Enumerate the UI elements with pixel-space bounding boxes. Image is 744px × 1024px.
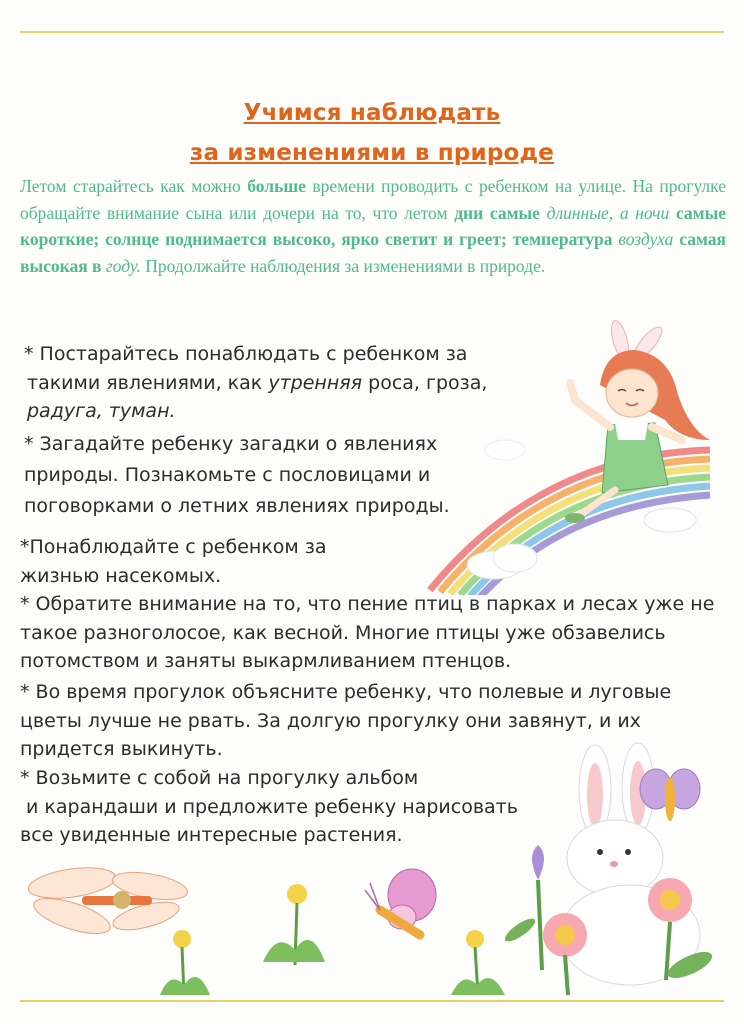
tip-birds: [20, 590, 714, 676]
intro-italic: длинные, а ночи: [546, 202, 670, 223]
intro-text: времени проводить с ребенком на улице. На прогулке обращайте внимание сына или дочери на то, что летом: [20, 176, 726, 223]
intro-text: Летом старайтесь как можно: [20, 176, 248, 196]
intro-bold: самые короткие; солнце поднимается высоко, ярко светит и греет; температура: [20, 202, 727, 249]
tip-line: такое разноголосое, как весной. Многие птицы уже обзавелись: [20, 621, 666, 644]
intro-bold: самая высокая в: [20, 229, 726, 276]
tip-text: роса, гроза,: [362, 371, 488, 394]
tip-line: * Возьмите с собой на прогулку альбом: [20, 767, 419, 789]
tip-line: жизнью насекомых.: [20, 564, 222, 587]
tip-line: поговорками о летних явлениях природы.: [24, 495, 450, 517]
girl-on-rainbow-illustration: [420, 315, 725, 595]
dandelion-icon: [255, 880, 330, 970]
tip-line: * Постарайтесь понаблюдать с ребенком за: [24, 343, 468, 365]
tip-line: все увиденные интересные растения.: [20, 824, 403, 846]
tip-line: *Понаблюдайте с ребенком за: [20, 536, 327, 558]
tip-line: придется выкинуть.: [20, 738, 223, 760]
tip-drawing: [20, 764, 518, 850]
butterfly-icon: [350, 865, 450, 945]
tip-line: [24, 397, 487, 426]
tip-line: * Во время прогулок объясните ребенку, что полевые и луговые: [20, 681, 672, 703]
bunny-with-flowers-illustration: [490, 740, 728, 995]
tip-italic: утренняя: [268, 371, 363, 394]
intro-italic: году.: [105, 255, 141, 276]
tip-line: и карандаши и предложите ребенку нарисовать: [20, 795, 518, 818]
intro-paragraph: [20, 173, 726, 279]
tip-insects: [20, 533, 327, 590]
tip-line: потомством и заняты выкармливанием птенцов.: [20, 650, 512, 672]
bottom-divider: [20, 1000, 724, 1002]
tip-text: такими явлениями, как: [27, 371, 269, 394]
tip-riddles: [24, 429, 450, 522]
intro-italic: воздуха: [618, 229, 674, 249]
tip-observe-phenomena: [24, 340, 487, 426]
tip-line: * Загадайте ребенку загадки о явлениях: [24, 433, 438, 455]
intro-bold: дни самые: [454, 202, 540, 223]
tip-line: [24, 369, 487, 398]
page-title-line1: Учимся наблюдать: [243, 100, 501, 126]
dandelion-icon: [445, 925, 515, 1000]
dandelion-icon: [150, 925, 220, 1000]
intro-bold: больше: [247, 176, 306, 196]
tip-line: цветы лучше не рвать. За долгую прогулку они завянут, и их: [20, 709, 641, 732]
page-title-line2: за изменениями в природе: [189, 140, 555, 166]
tip-line: природы. Познакомьте с пословицами и: [24, 464, 431, 486]
top-divider: [20, 31, 724, 33]
tip-line: * Обратите внимание на то, что пение птиц в парках и лесах уже не: [20, 593, 715, 615]
intro-text: Продолжайте наблюдения за изменениями в природе.: [140, 255, 546, 276]
tip-italic: радуга, туман.: [27, 400, 176, 422]
